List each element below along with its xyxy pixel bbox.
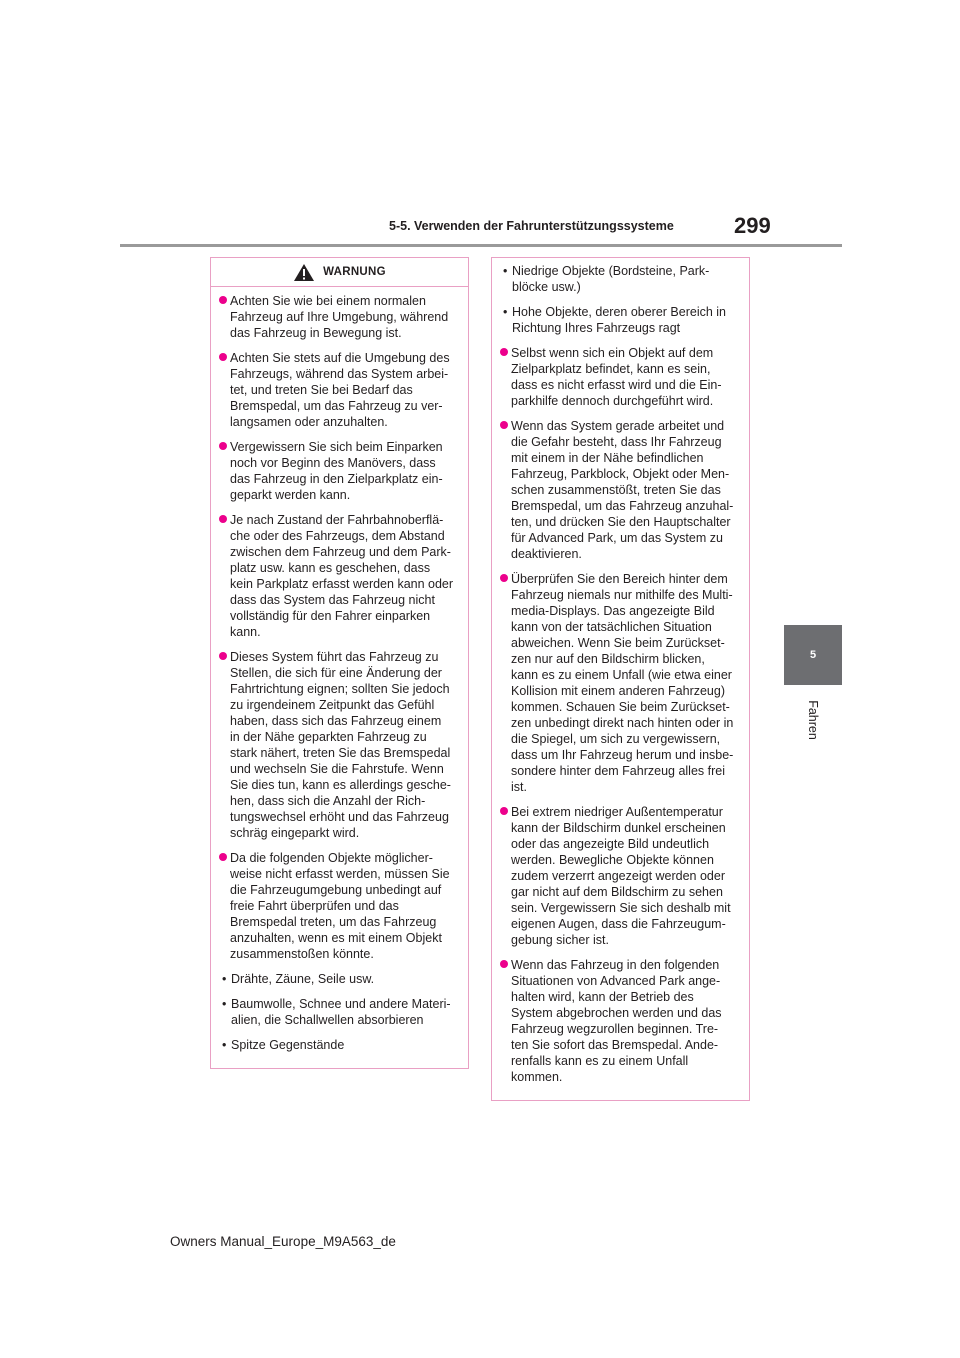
warning-bullet-item — [219, 439, 458, 503]
sub-bullet-icon: • — [503, 264, 508, 278]
chapter-label-text: Fahren — [805, 700, 820, 740]
item-text: Überprüfen Sie den Bereich hinter dem Fahrzeug niemals nur mithilfe des Multi- media-Displays. Das angezeigte Bild kann von der tatsächlichen Situation abweichen. Wenn Sie beim Zurückset- zen nur auf den Bildschirm blicken, kann es zu einem Unfall (wie etwa einer Kollision mit einem anderen Fahrzeug) kommen. Schauen Sie beim Zurückset- zen unbedingt direkt nach hinten oder in die Spiegel, um sich zu vergewissern, dass um Ihr Fahrzeug herum und insbe- sondere hinter dem Fahrzeug alles frei ist. — [511, 572, 734, 794]
header-rule — [120, 244, 842, 247]
item-text: Drähte, Zäune, Seile usw. — [231, 972, 375, 986]
item-text: Dieses System führt das Fahrzeug zu Stellen, die sich für eine Änderung der Fahrtrichtung eignen; sollten Sie jedoch zu irgendeinem Zeitpunkt das Gefühl haben, dass sich das Fahrzeug einem in der Nähe geparkten Fahrzeug zu stark nähert, treten Sie das Bremspedal und wechseln Sie die Fahrstufe. Wenn Sie dies tun, kann es allerdings gesche- hen, dass sich die Anzahl der Rich- tungswechsel erhöht und das Fahrzeug schräg eingeparkt wird. — [230, 650, 451, 840]
warning-bullet-item — [219, 850, 458, 962]
item-text: Baumwolle, Schnee und andere Materi- alien, die Schallwellen absorbieren — [231, 997, 451, 1027]
item-text: Bei extrem niedriger Außentemperatur kann der Bildschirm dunkel erscheinen oder das angezeigte Bild undeutlich werden. Bewegliche Objekte können zudem verzerrt angezeigt werden oder gar nicht auf dem Bildschirm zu sehen sein. Vergewissern Sie sich deshalb mit eigenen Augen, dass die Fahrzeugum- gebung sicher ist. — [511, 805, 731, 947]
sub-bullet-icon: • — [222, 1038, 227, 1052]
sub-bullet-icon: • — [222, 972, 227, 986]
item-text: Niedrige Objekte (Bordsteine, Park- blöcke usw.) — [512, 264, 710, 294]
bullet-dot-icon — [500, 421, 508, 429]
warning-bullet-item — [219, 512, 458, 640]
bullet-dot-icon — [219, 515, 227, 523]
sub-bullet-icon: • — [222, 997, 227, 1011]
warning-sub-item — [219, 971, 458, 987]
item-text: Achten Sie wie bei einem normalen Fahrzeug auf Ihre Umgebung, während das Fahrzeug in Bewegung ist. — [230, 294, 449, 340]
warning-sub-item — [219, 996, 458, 1028]
warning-sub-item — [500, 263, 739, 295]
warning-header — [211, 258, 468, 287]
item-text: Wenn das System gerade arbeitet und die Gefahr besteht, dass Ihr Fahrzeug mit einem in der Nähe befindlichen Fahrzeug, Parkblock, Objekt oder Men- schen zusammenstößt, treten Sie das Bremspedal, um das Fahrzeug anzuhal- ten, und drücken Sie den Hauptschalter für Advanced Park, um das System zu deaktivieren. — [511, 419, 734, 561]
page-number: 299 — [734, 213, 771, 238]
chapter-tab-number: 5 — [809, 649, 817, 661]
item-text: Spitze Gegenstände — [231, 1038, 345, 1052]
item-text: Je nach Zustand der Fahrbahnoberflä- che oder des Fahrzeugs, dem Abstand zwischen dem Fahrzeug und dem Park- platz usw. kann es geschehen, dass kein Parkplatz erfasst werden kann oder dass das System das Fahrzeug nicht vollständig für den Fahrer einparken kann. — [230, 513, 454, 639]
bullet-dot-icon — [500, 960, 508, 968]
item-text: Vergewissern Sie sich beim Einparken noch vor Beginn des Manövers, dass das Fahrzeug in den Zielparkplatz ein- geparkt werden kann. — [230, 440, 443, 502]
bullet-dot-icon — [219, 853, 227, 861]
warning-box — [210, 257, 469, 1069]
warning-triangle-icon — [293, 263, 315, 282]
warning-label: WARNUNG — [323, 266, 386, 278]
warning-bullet-item — [500, 345, 739, 409]
bullet-dot-icon — [219, 652, 227, 660]
chapter-label — [784, 690, 842, 750]
warning-body-right — [492, 258, 749, 1085]
warning-bullet-item — [500, 957, 739, 1085]
item-text: Wenn das Fahrzeug in den folgenden Situationen von Advanced Park ange- halten wird, kann der Betrieb des System abgebrochen werden und das Fahrzeug wegzurollen beginnen. Tre- ten Sie sofort das Bremspedal. Ande- renfalls kann es zu einem Unfall kommen. — [511, 958, 722, 1084]
item-text: Hohe Objekte, deren oberer Bereich in Richtung Ihres Fahrzeugs ragt — [512, 305, 727, 335]
bullet-dot-icon — [219, 296, 227, 304]
bullet-dot-icon — [500, 807, 508, 815]
bullet-dot-icon — [500, 348, 508, 356]
warning-bullet-item — [500, 418, 739, 562]
warning-sub-item — [500, 304, 739, 336]
item-text: Da die folgenden Objekte möglicher- weise nicht erfasst werden, müssen Sie die Fahrzeugumgebung unbedingt auf freie Fahrt überprüfen und das Bremspedal treten, um das Fahrzeug anzuhalten, wenn es mit einem Objekt zusammenstoßen könnte. — [230, 851, 450, 961]
chapter-tab[interactable] — [784, 625, 842, 685]
warning-bullet-item — [219, 350, 458, 430]
item-text: Achten Sie stets auf die Umgebung des Fahrzeugs, während das System arbei- tet, und treten Sie bei Bedarf das Bremspedal, um das Fahrzeug zu ver- langsamen oder anzuhalten. — [230, 351, 450, 429]
sub-bullet-icon: • — [503, 305, 508, 319]
bullet-dot-icon — [219, 442, 227, 450]
warning-box-continued — [491, 257, 750, 1101]
bullet-dot-icon — [500, 574, 508, 582]
warning-sub-item — [219, 1037, 458, 1053]
warning-body-left — [211, 287, 468, 1053]
warning-bullet-item — [219, 649, 458, 841]
bullet-dot-icon — [219, 353, 227, 361]
warning-bullet-item — [219, 293, 458, 341]
warning-bullet-item — [500, 804, 739, 948]
footer-text: Owners Manual_Europe_M9A563_de — [170, 1234, 396, 1249]
item-text: Selbst wenn sich ein Objekt auf dem Zielparkplatz befindet, kann es sein, dass es nicht erfasst wird und die Ein- parkhilfe dennoch durchgeführt wird. — [511, 346, 722, 408]
warning-bullet-item — [500, 571, 739, 795]
header-title: 5-5. Verwenden der Fahrunterstützungssysteme — [389, 219, 674, 233]
